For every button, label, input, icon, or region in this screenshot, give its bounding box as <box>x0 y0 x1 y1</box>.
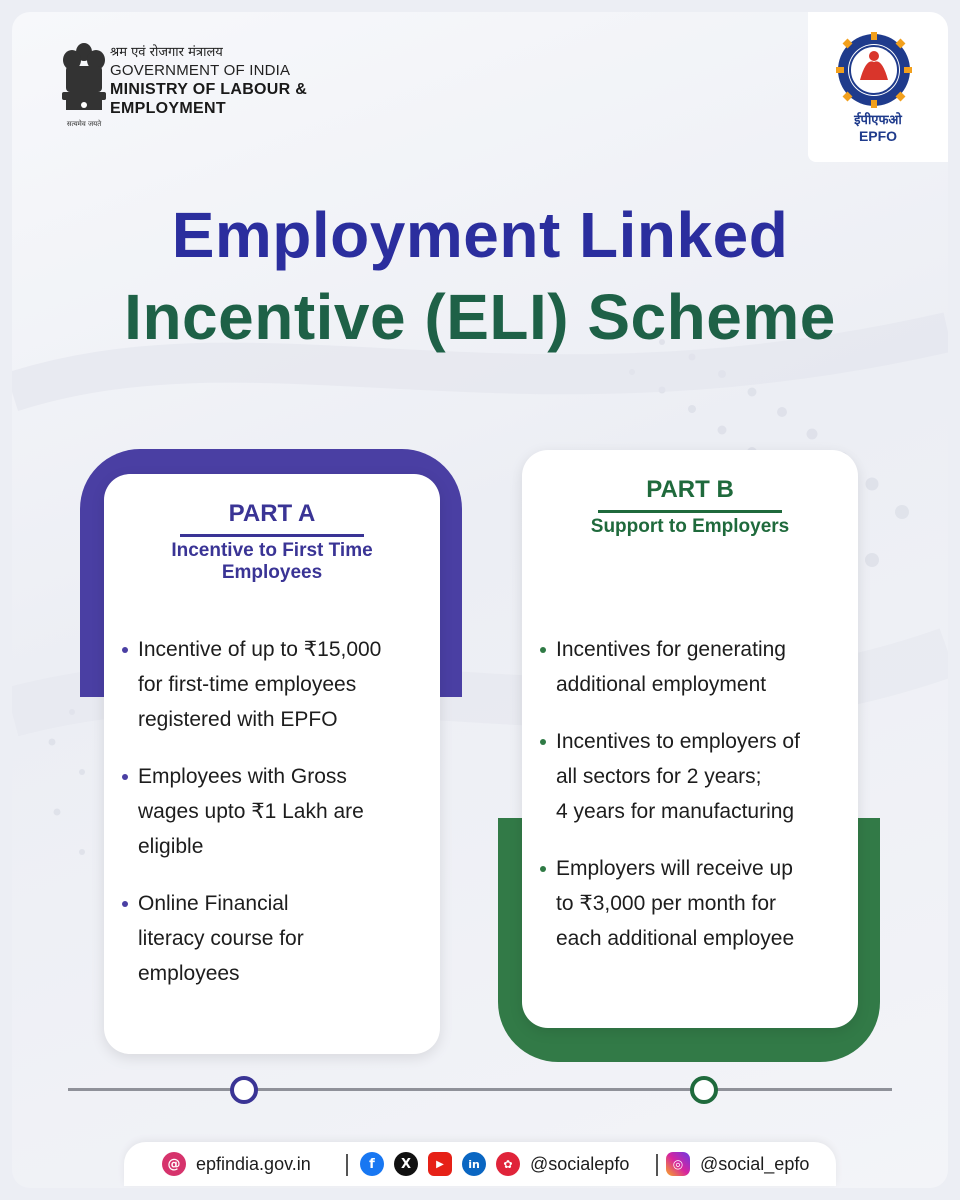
bullet-dot-icon <box>122 647 128 653</box>
linkedin-icon[interactable]: in <box>462 1152 486 1176</box>
bullet-line: Employees with Gross <box>138 765 347 788</box>
koo-icon[interactable]: ✿ <box>496 1152 520 1176</box>
part-a-subheading-line2: Employees <box>221 562 323 583</box>
bullet-line: all sectors for 2 years; <box>556 765 762 788</box>
bullet-line: eligible <box>138 835 204 858</box>
bullet-line: Incentives to employers of <box>556 730 800 753</box>
youtube-icon[interactable]: ▶ <box>428 1152 452 1176</box>
social-footer <box>124 1142 836 1186</box>
part-b-subheading-line1: Support to Employers <box>590 516 790 537</box>
part-b-bullet-list <box>534 632 850 978</box>
bullet-line: each additional employee <box>556 927 795 950</box>
list-item <box>534 724 850 829</box>
part-a-heading: PART A <box>228 500 316 527</box>
ministry-hindi-name: श्रम एवं रोजगार मंत्रालय <box>110 45 223 60</box>
bullet-dot-icon <box>540 647 546 653</box>
bullet-line: wages upto ₹1 Lakh are <box>138 800 364 823</box>
part-b-subheading <box>542 516 838 538</box>
title-line-2: Incentive (ELI) Scheme <box>124 281 836 353</box>
bullet-line: Employers will receive up <box>556 857 793 880</box>
bullet-line: employees <box>138 962 240 985</box>
list-item <box>534 632 850 702</box>
instagram-icon: ◎ <box>666 1152 690 1176</box>
bullet-line: additional employment <box>556 673 767 696</box>
list-item <box>116 632 432 737</box>
government-of-india-label: GOVERNMENT OF INDIA <box>110 62 291 79</box>
bullet-dot-icon <box>540 866 546 872</box>
bullet-line: literacy course for <box>138 927 304 950</box>
bullet-line: Online Financial <box>138 892 289 915</box>
bullet-line: registered with EPFO <box>138 708 338 731</box>
bullet-line: Incentives for generating <box>556 638 786 661</box>
epfo-logo-box <box>808 12 948 162</box>
ministry-name-line1: MINISTRY OF LABOUR & <box>110 81 308 98</box>
bullet-dot-icon <box>540 739 546 745</box>
epfo-hindi-label: ईपीएफओ <box>854 113 902 128</box>
website-link[interactable] <box>162 1152 311 1176</box>
infographic-frame <box>12 12 948 1188</box>
part-b-card <box>522 450 858 1028</box>
social-handle[interactable]: @socialepfo <box>530 1153 630 1174</box>
instagram-link[interactable] <box>666 1152 809 1176</box>
x-icon[interactable]: X <box>394 1152 418 1176</box>
part-a-divider <box>180 534 364 537</box>
bullet-line: 4 years for manufacturing <box>556 800 795 823</box>
social-icons-group <box>360 1152 629 1176</box>
list-item <box>116 886 432 991</box>
timeline-node-part-b <box>690 1076 718 1104</box>
part-a-subheading <box>124 540 420 584</box>
part-b-heading: PART B <box>646 476 734 503</box>
national-emblem-icon <box>56 38 112 134</box>
bullet-dot-icon <box>122 901 128 907</box>
ministry-header <box>110 44 307 118</box>
svg-text:सत्यमेव जयते: सत्यमेव जयते <box>66 120 102 128</box>
web-icon: @ <box>162 1152 186 1176</box>
footer-divider <box>346 1154 348 1176</box>
instagram-handle: @social_epfo <box>700 1153 810 1174</box>
ministry-name-line2: EMPLOYMENT <box>110 100 226 117</box>
list-item <box>534 851 850 956</box>
facebook-icon[interactable]: f <box>360 1152 384 1176</box>
bullet-line: for first-time employees <box>138 673 357 696</box>
list-item <box>116 759 432 864</box>
footer-divider <box>656 1154 658 1176</box>
bullet-line: to ₹3,000 per month for <box>556 892 776 915</box>
title-line-1: Employment Linked <box>171 199 789 271</box>
bullet-dot-icon <box>122 774 128 780</box>
timeline-line <box>68 1088 892 1091</box>
part-a-bullet-list <box>116 632 432 1013</box>
website-text: epfindia.gov.in <box>196 1153 311 1174</box>
bullet-line: Incentive of up to ₹15,000 <box>138 638 382 661</box>
part-b-divider <box>598 510 782 513</box>
timeline-node-part-a <box>230 1076 258 1104</box>
part-a-subheading-line1: Incentive to First Time <box>171 540 373 561</box>
part-a-card <box>104 474 440 1054</box>
epfo-label: EPFO <box>858 128 898 144</box>
epfo-logo-icon <box>836 32 912 108</box>
